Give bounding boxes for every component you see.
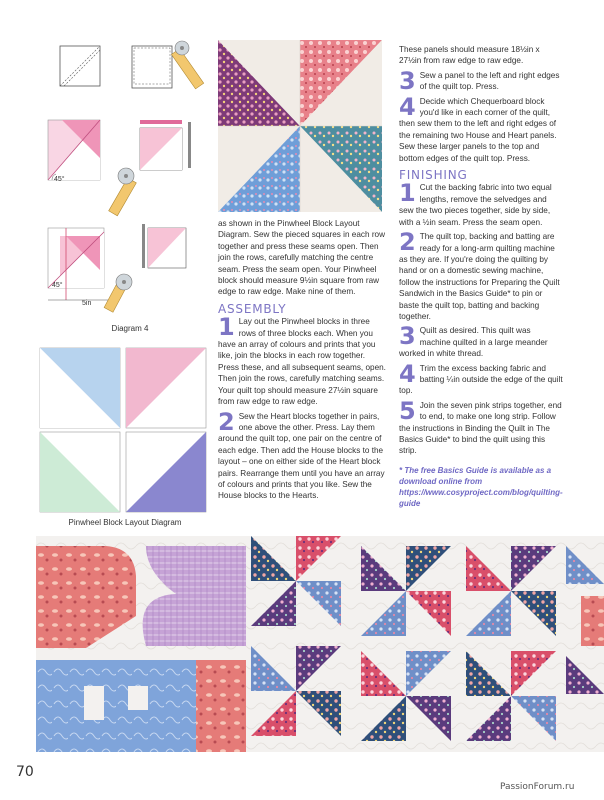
finishing-step-5 bbox=[399, 396, 563, 457]
pinwheel-caption: Pinwheel Block Layout Diagram bbox=[68, 518, 182, 527]
column-1-intro: as shown in the Pinwheel Block Layout Diagram. Sew the pieced squares in each row together and press these seams open. Then join the rows, carefully matching the centre seam. Press the seam open. Your Pinwheel block should measure 9½in square from raw edge to raw edge. Make nine of them. bbox=[218, 219, 386, 297]
diagram-4 bbox=[40, 38, 210, 318]
finishing-step-3 bbox=[399, 322, 563, 359]
quilt-photo bbox=[36, 536, 604, 752]
step-number: 1 bbox=[218, 313, 235, 342]
step-text: The quilt top, backing and batting are ready for a long-arm quilting machine as they are. If you're doing the quilting by hand or on a domestic sewing machine, follow the instructions for Preparing the Quilt Sandwich in the Basics Guide* to pin or baste the quilt top, batting and backing together. bbox=[399, 232, 560, 321]
step-text: Join the seven pink strips together, end to end, to make one long strip. Follow the instructions in Binding the Quilt in The Basics Guide* to bind the quilt using this strip. bbox=[399, 400, 562, 456]
step-number: 2 bbox=[218, 407, 235, 436]
basics-guide-note: * The free Basics Guide is available as a download online from https://www.cosyproject.com/blog/quilting-guide bbox=[399, 465, 563, 508]
column-2 bbox=[399, 44, 563, 509]
assembly-step-1 bbox=[218, 313, 388, 407]
finishing-heading: FINISHING bbox=[399, 168, 468, 183]
step-number: 4 bbox=[399, 359, 416, 388]
pinwheel-block-photo bbox=[218, 40, 382, 212]
watermark: PassionForum.ru bbox=[500, 782, 575, 792]
step-text: Lay out the Pinwheel blocks in three rows of three blocks each. When you have an array of colours and prints that you like, join the blocks in each row together. Press these, and all subsequent seams, open. Then join the rows, carefully matching seams. Your quilt top should measure 27½in square from raw edge to raw edge. bbox=[218, 317, 386, 407]
step-number: 4 bbox=[399, 92, 416, 121]
step-number: 5 bbox=[399, 396, 416, 425]
finishing-step-4 bbox=[399, 359, 563, 397]
measure-label: 5in bbox=[82, 300, 92, 307]
pinwheel-photo-image bbox=[218, 40, 382, 212]
quilt-photo-image bbox=[36, 536, 604, 752]
finishing-step-1 bbox=[399, 179, 563, 228]
pinwheel-layout-diagram bbox=[38, 346, 210, 514]
step-text: Quilt as desired. This quilt was machine quilted in a large meander worked in white thread. bbox=[399, 326, 548, 359]
finishing-step-2 bbox=[399, 228, 563, 322]
step-number: 1 bbox=[399, 179, 416, 208]
step-number: 2 bbox=[399, 228, 416, 257]
assembly-heading: ASSEMBLY bbox=[218, 301, 287, 316]
diagram-4-caption: Diagram 4 bbox=[111, 324, 149, 333]
assembly-step-2 bbox=[218, 407, 388, 502]
assembly-step-4 bbox=[399, 92, 563, 164]
column-2-intro: These panels should measure 18½in x 27½in from raw edge to raw edge. bbox=[399, 45, 540, 66]
page-number: 70 bbox=[16, 764, 34, 780]
step-text: Cut the backing fabric into two equal lengths, remove the selvedges and sew the two pieces together, side by side, with a ½in seam. Press the seam open. bbox=[399, 183, 552, 227]
step-text: Sew a panel to the left and right edges of the quilt top. Press. bbox=[419, 70, 560, 92]
step-number: 3 bbox=[399, 322, 416, 351]
column-1 bbox=[218, 218, 388, 502]
step-text: Sew the Heart blocks together in pairs, one above the other. Press. Lay them around the quilt top, one pair on the centre of each edge. Then add the House blocks to the layout – one on either side of the Heart block pairs. Rearrange them until you have an array of colours and prints that you like. Sew the House blocks to the Hearts. bbox=[218, 411, 385, 501]
angle-label-1: 45° bbox=[54, 176, 65, 183]
step-text: Trim the excess backing fabric and batting ¼in outside the edge of the quilt top. bbox=[399, 363, 563, 396]
assembly-step-3 bbox=[399, 66, 563, 95]
angle-label-2: 45° bbox=[52, 282, 63, 289]
diagram-4-drawing bbox=[40, 38, 210, 318]
step-text: Decide which Chequerboard block you'd like in each corner of the quilt, then sew them to the left and right edges of the remaining two House and Heart panels. Sew these larger panels to the top and bottom edges of the quilt top. Press. bbox=[399, 96, 557, 163]
step-number: 3 bbox=[399, 66, 416, 95]
pinwheel-diagram-drawing bbox=[38, 346, 210, 514]
